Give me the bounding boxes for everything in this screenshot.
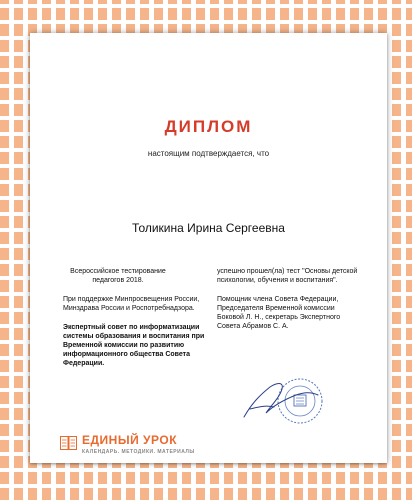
support-text: При поддержке Минпросвещения России, Минздрава России и Роспотребнадзора. [63,296,200,312]
diploma-title: ДИПЛОМ [164,117,253,136]
test-text: успешно прошел(ла) тест "Основы детской психологии, обучения и воспитания". [217,268,358,284]
right-column [217,267,362,341]
logo-name: ЕДИНЫЙ УРОК [82,433,178,447]
logo [60,433,220,463]
event-text: Всероссийское тестирование педагогов 2018. [70,268,166,284]
left-column [63,267,213,378]
book-icon [60,436,77,450]
diploma-sheet [30,33,387,463]
diploma-subtitle: настоящим подтверждается, что [147,149,270,158]
signature-stamp-icon [240,373,330,433]
recipient-name: Толикина Ирина Сергеевна [132,221,285,235]
council-text: Экспертный совет по информатизации системы образования и воспитания при Временной комиссии по развитию информационного общества Совета Федерации. [63,324,205,367]
logo-tagline: КАЛЕНДАРЬ. МЕТОДИКИ. МАТЕРИАЛЫ [82,449,195,455]
assistant-text: Помощник члена Совета Федерации, Председателя Временной комиссии Боковой Л. Н., секретарь Экспертного Совета Абрамов С. А. [217,296,341,330]
